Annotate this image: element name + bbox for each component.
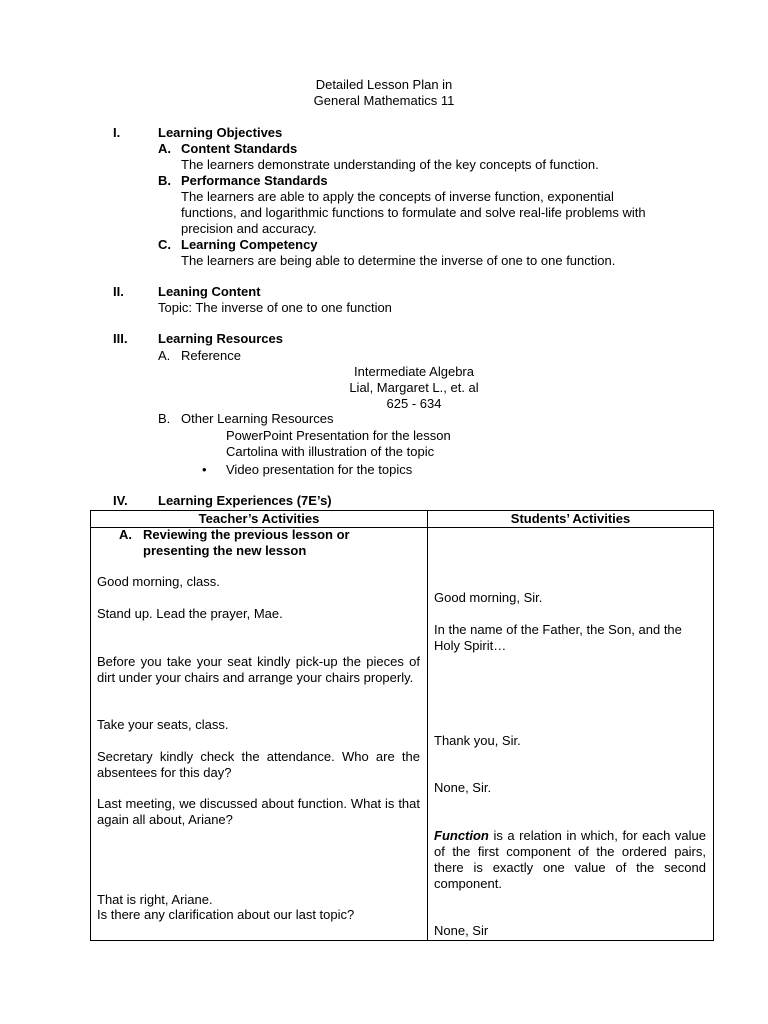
function-term: Function (434, 828, 489, 843)
table-column-divider (427, 511, 428, 940)
reference-label: Reference (181, 348, 241, 363)
teacher-activities-header: Teacher’s Activities (198, 511, 320, 526)
performance-standards-text-3: precision and accuracy. (181, 221, 317, 236)
performance-standards-text-2: functions, and logarithmic functions to formulate and solve real-life problems with (181, 205, 646, 220)
teacher-line-cleanup: Before you take your seat kindly pick-up the pieces of dirt under your chairs and arrange your chairs properly. (97, 654, 420, 685)
student-line-thanks: Thank you, Sir. (434, 733, 521, 748)
section2-number: II. (113, 284, 124, 299)
content-standards-text: The learners demonstrate understanding of the key concepts of function. (181, 157, 599, 172)
performance-standards-heading: Performance Standards (181, 173, 328, 188)
activities-table (90, 510, 714, 941)
subsection-a-label: A. (119, 527, 132, 542)
reference-pages: 625 - 634 (386, 396, 442, 411)
function-definition-text: is a relation in which, for each value of the first component of the ordered pairs, there is exactly one value of the second component. (434, 828, 706, 891)
section1-c-label: C. (158, 237, 171, 252)
teacher-line-greeting: Good morning, class. (97, 574, 220, 589)
resource-item-powerpoint: PowerPoint Presentation for the lesson (226, 428, 451, 443)
teacher-line-affirm: That is right, Ariane. (97, 892, 213, 907)
section3-number: III. (113, 331, 128, 346)
student-line-no-clarification: None, Sir (434, 923, 489, 938)
other-resources-label: Other Learning Resources (181, 411, 334, 426)
section1-b-label: B. (158, 173, 171, 188)
subsection-a-title-1: Reviewing the previous lesson or (143, 527, 350, 542)
teacher-line-clarification: Is there any clarification about our last topic? (97, 907, 355, 922)
section1-a-label: A. (158, 141, 171, 156)
reference-authors: Lial, Margaret L., et. al (349, 380, 479, 395)
content-standards-heading: Content Standards (181, 141, 298, 156)
section2-heading: Leaning Content (158, 284, 261, 299)
doc-title-line2: General Mathematics 11 (313, 93, 455, 108)
section4-number: IV. (113, 493, 128, 508)
topic-text: Topic: The inverse of one to one function (158, 300, 392, 315)
reference-title: Intermediate Algebra (354, 364, 474, 379)
performance-standards-text-1: The learners are able to apply the concepts of inverse function, exponential (181, 189, 614, 204)
section1-number: I. (113, 125, 121, 140)
resource-item-cartolina: Cartolina with illustration of the topic (226, 444, 435, 459)
student-line-greeting: Good morning, Sir. (434, 590, 543, 605)
teacher-line-attendance: Secretary kindly check the attendance. Who are the absentees for this day? (97, 749, 420, 780)
student-line-prayer: In the name of the Father, the Son, and the Holy Spirit… (434, 622, 682, 653)
student-line-absentees: None, Sir. (434, 780, 492, 795)
teacher-line-prayer: Stand up. Lead the prayer, Mae. (97, 606, 283, 621)
learning-competency-text: The learners are being able to determine the inverse of one to one function. (181, 253, 616, 268)
teacher-line-review-question: Last meeting, we discussed about function. What is that again all about, Ariane? (97, 796, 420, 827)
section3-heading: Learning Resources (158, 331, 283, 346)
student-line-function-definition (434, 828, 706, 892)
students-activities-header: Students’ Activities (510, 511, 631, 526)
section1-heading: Learning Objectives (158, 125, 283, 140)
subsection-a-title-2: presenting the new lesson (143, 543, 307, 558)
teacher-line-seats: Take your seats, class. (97, 717, 229, 732)
section4-heading: Learning Experiences (7E’s) (158, 493, 332, 508)
section3-b-label: B. (158, 411, 171, 426)
doc-title-line1: Detailed Lesson Plan in (315, 77, 453, 92)
resource-item-video: Video presentation for the topics (226, 462, 413, 477)
section3-a-label: A. (158, 348, 171, 363)
learning-competency-heading: Learning Competency (181, 237, 318, 252)
bullet-icon: • (202, 462, 207, 477)
